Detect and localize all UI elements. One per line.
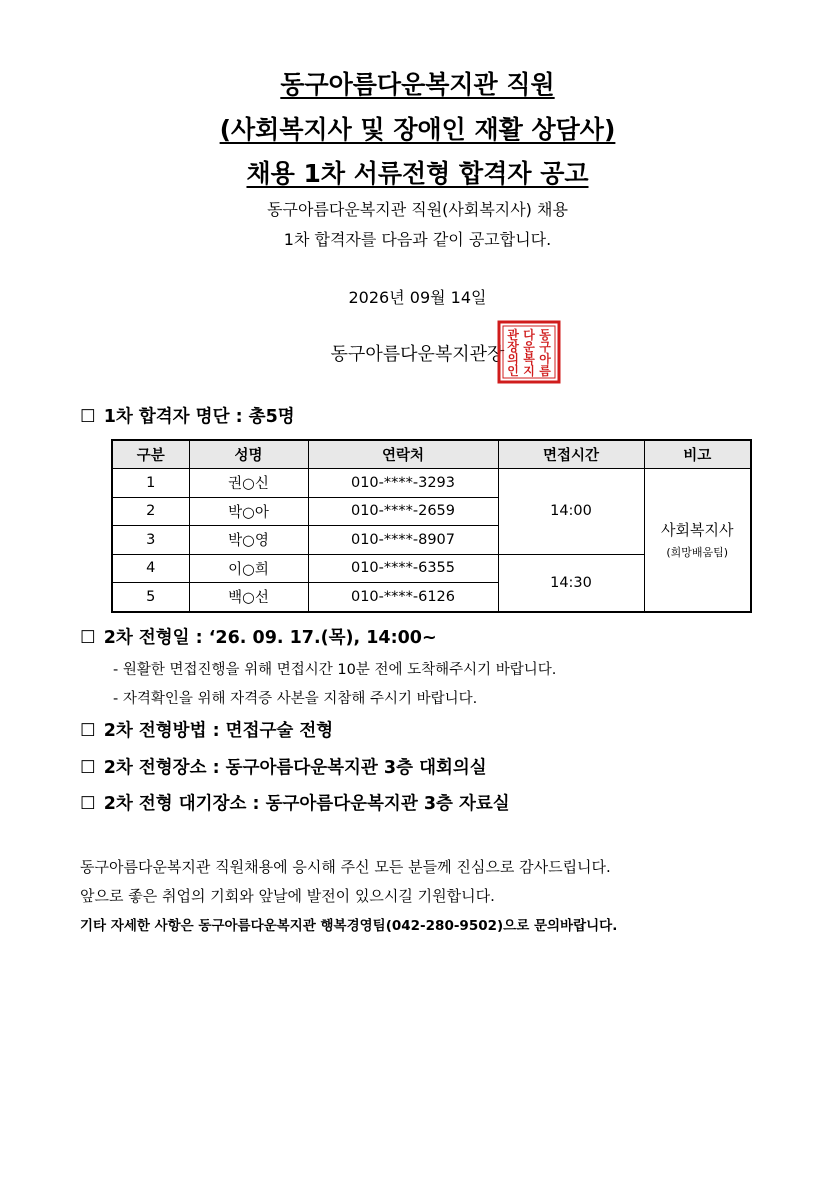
checkbox-square-icon: ☐ bbox=[80, 628, 96, 648]
row-name: 박○아 bbox=[189, 497, 308, 526]
header-no: 구분 bbox=[112, 440, 189, 469]
row-phone: 010-****-8907 bbox=[308, 526, 498, 555]
svg-text:장: 장 bbox=[507, 340, 519, 354]
applicant-table bbox=[111, 439, 752, 613]
closing-wish: 앞으로 좋은 취업의 기회와 앞날에 발전이 있으시길 기원합니다. bbox=[80, 887, 495, 905]
row-no: 3 bbox=[112, 526, 189, 555]
section-label: 2차 전형장소 : 동구아름다운복지관 3층 대회의실 bbox=[103, 758, 487, 778]
section-second-round-venue bbox=[80, 755, 487, 781]
row-name: 권○신 bbox=[189, 469, 308, 498]
title-line-1: 동구아름다운복지관 직원 bbox=[280, 70, 555, 99]
row-name: 이○희 bbox=[189, 554, 308, 583]
row-no: 4 bbox=[112, 554, 189, 583]
remark-main: 사회복지사 bbox=[661, 521, 734, 540]
announcement-date: 2026년 09월 14일 bbox=[348, 288, 487, 307]
header-remark: 비고 bbox=[644, 440, 751, 469]
svg-text:관: 관 bbox=[507, 328, 519, 342]
checkbox-square-icon: ☐ bbox=[80, 794, 96, 814]
svg-text:인: 인 bbox=[507, 364, 519, 378]
svg-text:운: 운 bbox=[523, 340, 535, 354]
note-arrival: - 원활한 면접진행을 위해 면접시간 10분 전에 도착해주시기 바랍니다. bbox=[113, 662, 557, 678]
row-phone: 010-****-6126 bbox=[308, 583, 498, 612]
svg-text:지: 지 bbox=[523, 364, 535, 378]
title-line-2: (사회복지사 및 장애인 재활 상담사) bbox=[219, 115, 616, 144]
intro-line-2: 1차 합격자를 다음과 같이 공고합니다. bbox=[283, 230, 552, 249]
section-label: 2차 전형 대기장소 : 동구아름다운복지관 3층 자료실 bbox=[103, 794, 510, 814]
interview-time-cell: 14:00 bbox=[498, 469, 644, 555]
intro-line-1: 동구아름다운복지관 직원(사회복지사) 채용 bbox=[267, 200, 568, 219]
remark-sub: (희망배움팀) bbox=[666, 546, 729, 560]
section-second-round-date bbox=[80, 625, 437, 651]
svg-text:다: 다 bbox=[523, 328, 535, 342]
row-name: 박○영 bbox=[189, 526, 308, 555]
row-phone: 010-****-2659 bbox=[308, 497, 498, 526]
section-label: 2차 전형방법 : 면접구술 전형 bbox=[103, 721, 334, 741]
svg-text:름: 름 bbox=[539, 364, 551, 378]
interview-time-cell: 14:30 bbox=[498, 554, 644, 612]
svg-text:복: 복 bbox=[523, 352, 535, 366]
official-seal-icon bbox=[497, 320, 561, 384]
row-phone: 010-****-3293 bbox=[308, 469, 498, 498]
checkbox-square-icon: ☐ bbox=[80, 758, 96, 778]
checkbox-square-icon: ☐ bbox=[80, 721, 96, 741]
row-name: 백○선 bbox=[189, 583, 308, 612]
svg-text:동: 동 bbox=[539, 328, 551, 342]
row-no: 1 bbox=[112, 469, 189, 498]
svg-text:아: 아 bbox=[539, 352, 551, 366]
header-interview-time: 면접시간 bbox=[498, 440, 644, 469]
section-label: 1차 합격자 명단 : 총5명 bbox=[103, 407, 295, 427]
row-phone: 010-****-6355 bbox=[308, 554, 498, 583]
header-phone: 연락처 bbox=[308, 440, 498, 469]
checkbox-square-icon: ☐ bbox=[80, 407, 96, 427]
svg-text:구: 구 bbox=[539, 340, 551, 354]
section-label: 2차 전형일 : ‘26. 09. 17.(목), 14:00~ bbox=[103, 628, 437, 648]
row-no: 2 bbox=[112, 497, 189, 526]
table-row bbox=[112, 469, 751, 498]
section-waiting-room bbox=[80, 791, 510, 817]
header-name: 성명 bbox=[189, 440, 308, 469]
svg-text:의: 의 bbox=[507, 352, 519, 366]
remark-cell bbox=[644, 469, 751, 612]
closing-thanks: 동구아름다운복지관 직원채용에 응시해 주신 모든 분들께 진심으로 감사드립니다. bbox=[80, 858, 611, 876]
contact-info: 기타 자세한 사항은 동구아름다운복지관 행복경영팀(042-280-9502)으로 문의바랍니다. bbox=[80, 918, 618, 934]
organization-name: 동구아름다운복지관장 bbox=[330, 344, 505, 365]
table-header-row bbox=[112, 440, 751, 469]
row-no: 5 bbox=[112, 583, 189, 612]
title-line-3: 채용 1차 서류전형 합격자 공고 bbox=[246, 159, 589, 188]
note-certificate: - 자격확인을 위해 자격증 사본을 지참해 주시기 바랍니다. bbox=[113, 691, 478, 707]
section-first-pass-list bbox=[80, 404, 295, 430]
section-second-round-method bbox=[80, 718, 333, 744]
